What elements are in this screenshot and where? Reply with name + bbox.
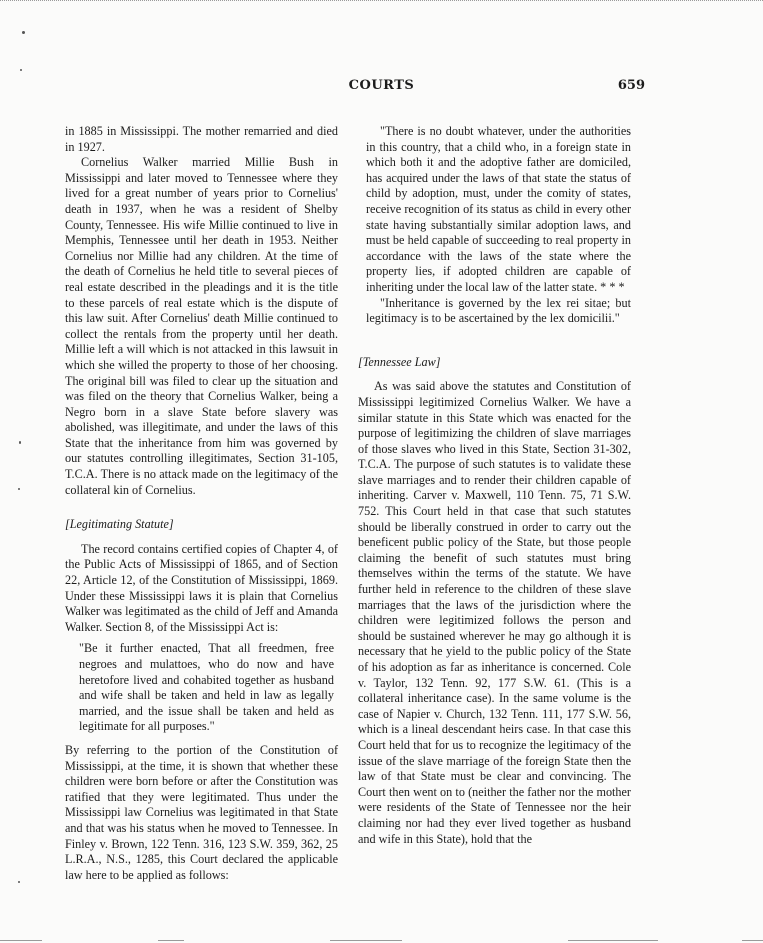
paragraph: Cornelius Walker married Millie Bush in Mississippi and later moved to Tennessee where they lived for a great number of years prior to Cornelius' death in 1937, when he was a resident of Shelby County, Tennessee. His wife Millie continued to live in Memphis, Tennessee until her death in 1953. Neither Cornelius nor Millie had any children. At the time of the death of Cornelius he held title to several pieces of real estate described in the pleadings and it is the title to these parcels of real estate which is the dispute of this law suit. After Cornelius' death Millie continued to collect the rentals from the property until her death. Millie left a will which is not attacked in this lawsuit in which she willed the property to those of her choosing. The original bill was filed to clear up the situation and was filed on the theory that Cornelius Walker, being a Negro born in a slave State before slavery was abolished, was illegitimate, and under the laws of this State that the inheritance from him was governed by our statutes controlling illegitimates, Section 31-105, T.C.A. There is no attack made on the legitimacy of the collateral kin of Cornelius.	[65, 155, 338, 497]
footer-rule	[742, 940, 763, 941]
right-column	[358, 124, 631, 847]
footer-rule	[330, 940, 402, 941]
section-heading: [Tennessee Law]	[358, 354, 441, 369]
speck	[18, 488, 20, 490]
speck	[20, 69, 22, 71]
speck	[22, 31, 25, 34]
paragraph: As was said above the statutes and Constitution of Mississippi legitimized Cornelius Walker. We have a similar statute in this State which was enacted for the purpose of legitimizing the children of slave marriages of those slaves who lived in this State, Section 31-302, T.C.A. The purpose of such statutes is to validate these slave marriages and to render their children capable of inheriting. Carver v. Maxwell, 110 Tenn. 75, 71 S.W. 752. This Court held in that case that such statutes should be liberally construed in order to carry out the beneficent public policy of the State, but those people claiming the benefit of such statutes must bring themselves within the terms of the statute. We have further held in reference to the children of these slave marriages that the laws of the jurisdiction where the children were legitimized follows the person and should be sustained wherever he may go although it is necessary that he yield to the public policy of the State of his adoption as far as inheritance is concerned. Cole v. Taylor, 132 Tenn. 92, 177 S.W. 61. (This is a collateral inheritance case). In the same volume is the case of Napier v. Church, 132 Tenn. 111, 177 S.W. 56, which is a lineal descendant heirs case. In that case this Court held that for us to recognize the legitimacy of the issue of the slave marriage of the foreign State then the law of that State must be clear and convincing. The Court then went on to (neither the father nor the mother were residents of the State of Tennessee nor the heir claiming nor had they ever lived together as husband and wife in this State), hold that the	[358, 379, 631, 846]
paragraph: The record contains certified copies of Chapter 4, of the Public Acts of Mississippi of 1865, and of Section 22, Article 12, of the Constitution of Mississippi, 1869. Under these Mississippi laws it is plain that Cornelius Walker was legitimated as the child of Jeff and Amanda Walker. Section 8, of the Mississippi Act is:	[65, 541, 338, 634]
quote-paragraph: "There is no doubt whatever, under the authorities in this country, that a child who, in a foreign state in which both it and the adoptive father are domiciled, has acquired under the laws of that state the status of child by adoption, must, under the comity of states, receive recognition of its status as child in every other state having substantially similar adoption laws, and must be held capable of succeeding to real property in accordance with the laws of the state where the property lies, if adopted children are capable of inheriting under the local law of the latter state. * * *	[366, 124, 631, 294]
paragraph: in 1885 in Mississippi. The mother remarried and died in 1927.	[65, 124, 338, 154]
paragraph: By referring to the portion of the Constitution of Mississippi, at the time, it is shown that whether these children were born before or after the Constitution was ratified that they were legitimated. Thus under the Mississippi law Cornelius was legitimated in that State and that was his status when he moved to Tennessee. In Finley v. Brown, 122 Tenn. 316, 123 S.W. 359, 362, 25 L.R.A., N.S., 1285, this Court declared the applicable law here to be applied as follows:	[65, 742, 338, 882]
running-title: COURTS	[348, 78, 415, 93]
speck	[19, 441, 21, 444]
block-quote	[358, 124, 631, 327]
page-header	[0, 78, 763, 96]
page-number: 659	[617, 78, 645, 93]
footer-rule	[0, 940, 42, 941]
footer-rule	[158, 940, 184, 941]
speck	[18, 881, 20, 883]
quote-paragraph: "Inheritance is governed by the lex rei sitae; but legitimacy is to be ascertained by the lex domicilii."	[366, 295, 631, 326]
footer-rule	[568, 940, 658, 941]
block-quote: "Be it further enacted, That all freedmen, free negroes and mulattoes, who do now and have heretofore lived and cohabited together as husband and wife shall be taken and held in law as legally married, and the issue shall be taken and held as legitimate for all purposes."	[79, 641, 334, 734]
top-border	[0, 0, 763, 6]
section-heading: [Legitimating Statute]	[65, 517, 174, 532]
left-column	[65, 124, 338, 883]
